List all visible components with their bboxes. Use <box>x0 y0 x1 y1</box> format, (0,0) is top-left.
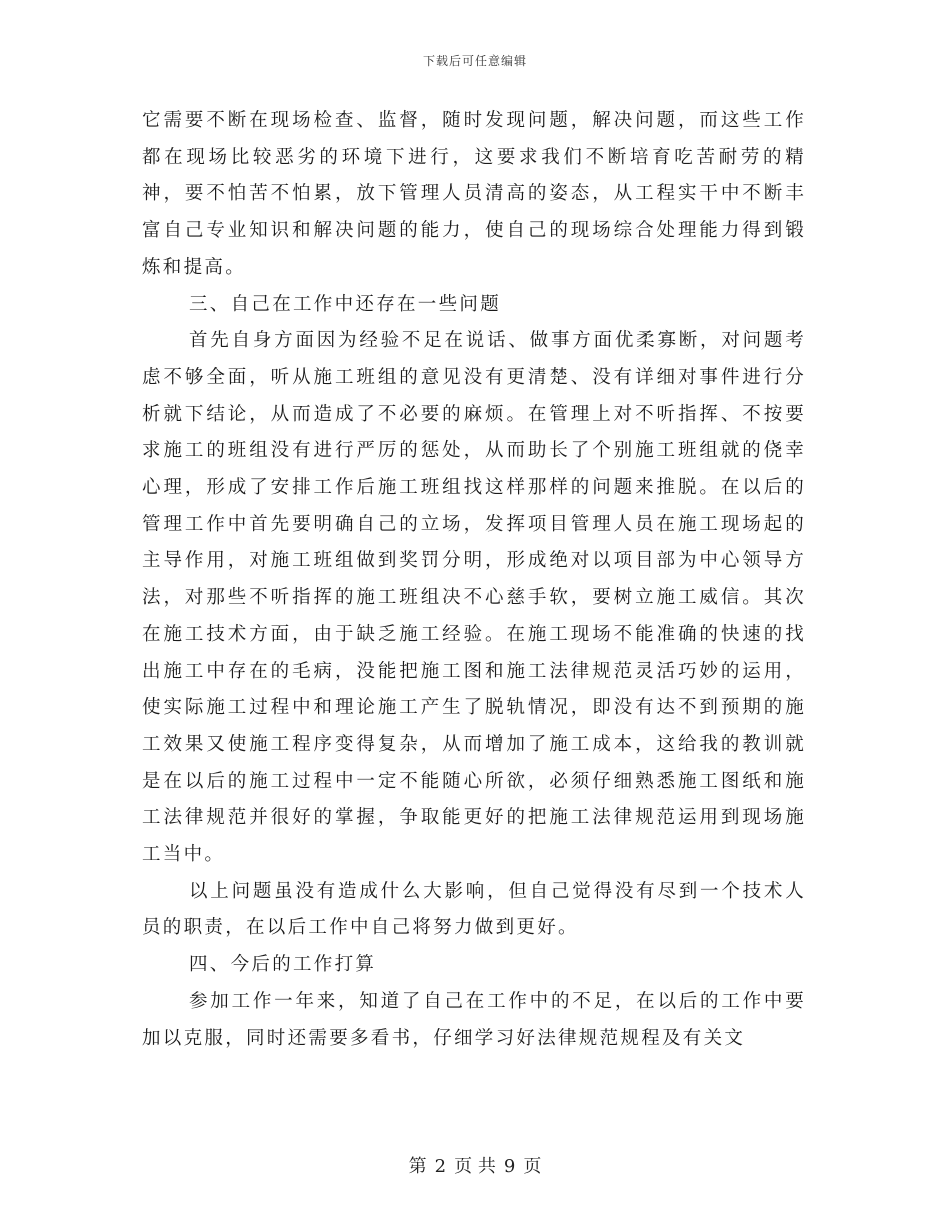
current-page: 2 <box>434 1156 447 1177</box>
footer-suffix: 页 <box>523 1156 542 1177</box>
document-body <box>142 103 806 1057</box>
section-heading-4: 四、今后的工作打算 <box>189 954 377 976</box>
footer-prefix: 第 <box>408 1156 427 1177</box>
header-note: 下载后可任意编辑 <box>422 54 527 68</box>
footer-middle: 页 共 <box>454 1156 496 1177</box>
paragraph-continuation: 它需要不断在现场检查、监督，随时发现问题，解决问题，而这些工作都在现场比较恶劣的环境下进行，这要求我们不断培育吃苦耐劳的精神，要不怕苦不怕累，放下管理人员清高的姿态，从工程实干中不断丰富自己专业知识和解决问题的能力，使自己的现场综合处理能力得到锻炼和提高。 <box>142 110 806 278</box>
paragraph-problems: 首先自身方面因为经验不足在说话、做事方面优柔寡断，对问题考虑不够全面，听从施工班组的意见没有更清楚、没有详细对事件进行分析就下结论，从而造成了不必要的麻烦。在管理上对不听指挥、不按要求施工的班组没有进行严厉的惩处，从而助长了个别施工班组就的侥幸心理，形成了安排工作后施工班组找这样那样的问题来推脱。在以后的管理工作中首先要明确自己的立场，发挥项目管理人员在施工现场起的主导作用，对施工班组做到奖罚分明，形成绝对以项目部为中心领导方法，对那些不听指挥的施工班组决不心慈手软，要树立施工威信。其次在施工技术方面，由于缺乏施工经验。在施工现场不能准确的快速的找出施工中存在的毛病，没能把施工图和施工法律规范灵活巧妙的运用，使实际施工过程中和理论施工产生了脱轨情况，即没有达不到预期的施工效果又使施工程序变得复杂，从而增加了施工成本，这给我的教训就是在以后的施工过程中一定不能随心所欲，必须仔细熟悉施工图纸和施工法律规范并很好的掌握，争取能更好的把施工法律规范运用到现场施工当中。 <box>142 330 806 866</box>
section-heading-3: 三、自己在工作中还存在一些问题 <box>189 293 502 315</box>
paragraph-summary: 以上问题虽没有造成什么大影响，但自己觉得没有尽到一个技术人员的职责，在以后工作中自己将努力做到更好。 <box>142 880 806 939</box>
total-pages: 9 <box>503 1156 516 1177</box>
page-number-footer <box>0 1152 950 1178</box>
paragraph-plans: 参加工作一年来，知道了自己在工作中的不足，在以后的工作中要加以克服，同时还需要多看书，仔细学习好法律规范规程及有关文 <box>142 990 806 1049</box>
